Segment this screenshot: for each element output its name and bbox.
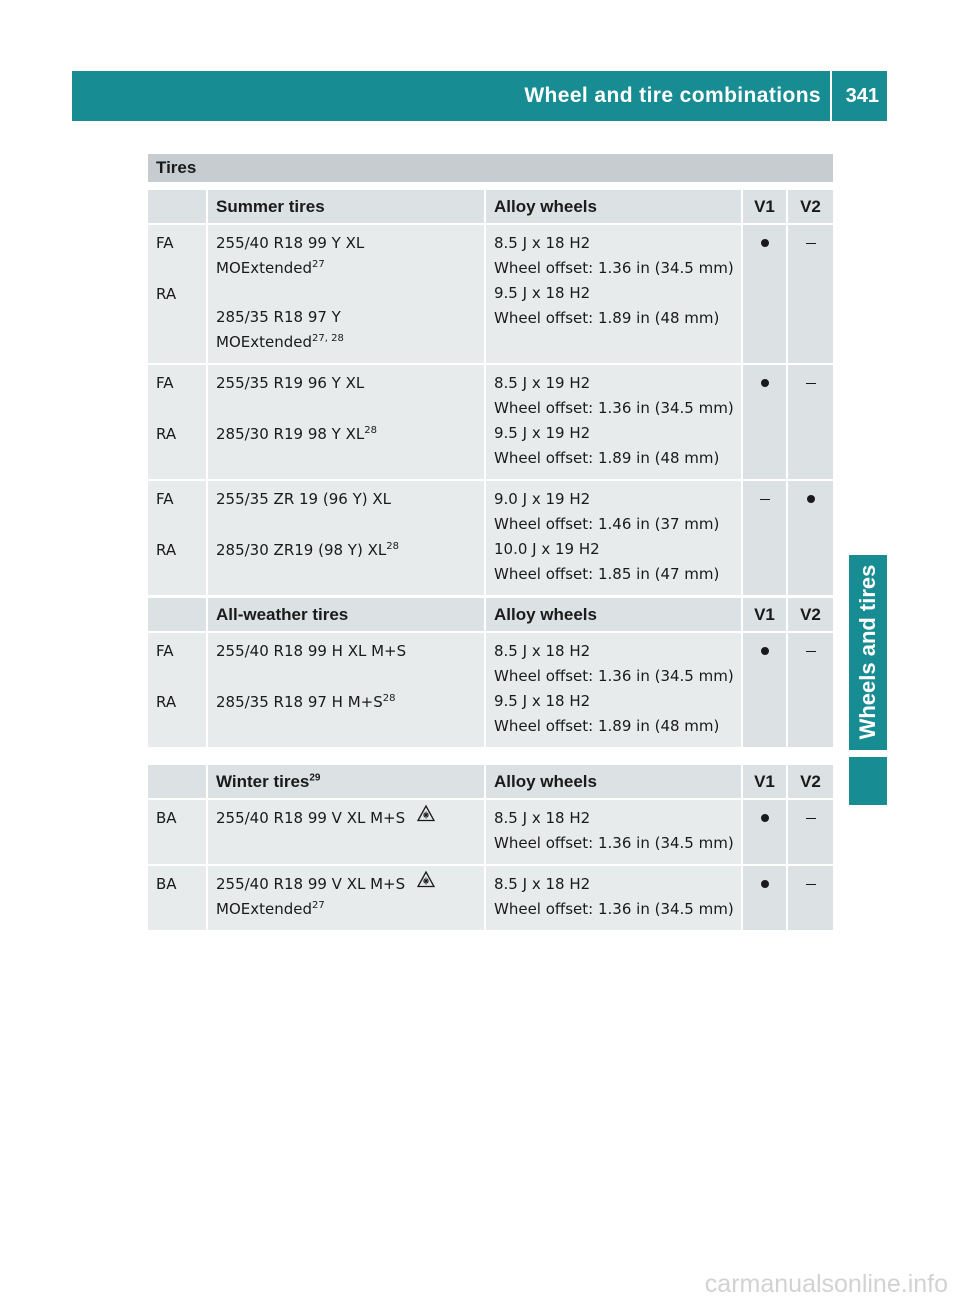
table-header-row	[148, 598, 833, 632]
wheel-rear-offset: Wheel offset: 1.89 in (48 mm)	[494, 449, 720, 467]
dash-icon	[760, 499, 770, 500]
header-title: Wheel and tire combinations	[524, 84, 821, 107]
filled-dot-icon	[807, 495, 815, 503]
tire-front: 255/40 R18 99 Y XL	[216, 234, 365, 252]
tire-cell	[207, 865, 485, 930]
table-row	[148, 632, 833, 747]
axle-cell	[148, 480, 207, 595]
side-tab-label: Wheels and tires	[855, 564, 880, 740]
footnote-ref: 27	[312, 900, 325, 911]
wheel-front: 8.5 J x 19 H2	[494, 374, 591, 392]
filled-dot-icon	[761, 814, 769, 822]
position-header	[148, 765, 207, 799]
tires-header: Summer tires	[207, 190, 485, 224]
wheel-rear: 9.5 J x 18 H2	[494, 284, 591, 302]
footnote-ref: 28	[386, 541, 399, 552]
wheel-front: 8.5 J x 18 H2	[494, 234, 591, 252]
section-title: Tires	[148, 154, 833, 182]
wheel-rear-offset: Wheel offset: 1.89 in (48 mm)	[494, 309, 720, 327]
tire-cell	[207, 799, 485, 865]
axle-cell	[148, 364, 207, 480]
tire-rear-note: MOExtended	[216, 333, 312, 351]
axle-front: FA	[156, 234, 174, 252]
wheel-all: 8.5 J x 18 H2	[494, 875, 591, 893]
tire-rear: 285/35 R18 97 Y	[216, 308, 341, 326]
wheel-front-offset: Wheel offset: 1.36 in (34.5 mm)	[494, 667, 734, 685]
table-row	[148, 364, 833, 480]
axle-cell	[148, 224, 207, 364]
position-header	[148, 598, 207, 632]
footnote-ref: 29	[309, 772, 321, 784]
filled-dot-icon	[761, 239, 769, 247]
watermark: carmanualsonline.info	[704, 1270, 948, 1298]
v2-header: V2	[787, 598, 833, 632]
axle-rear: RA	[156, 425, 177, 443]
v2-header: V2	[787, 190, 833, 224]
wheels-header: Alloy wheels	[485, 598, 742, 632]
tire-front: 255/35 ZR 19 (96 Y) XL	[216, 490, 391, 508]
tire-all-note: MOExtended	[216, 900, 312, 918]
wheel-cell	[485, 224, 742, 364]
table-row	[148, 865, 833, 930]
wheel-cell	[485, 865, 742, 930]
v1-header: V1	[742, 765, 787, 799]
wheel-cell	[485, 480, 742, 595]
filled-dot-icon	[761, 880, 769, 888]
dash-icon	[806, 383, 816, 384]
footnote-ref: 28	[382, 693, 396, 704]
v2-cell	[787, 480, 833, 595]
tire-cell	[207, 364, 485, 480]
table-header-row	[148, 190, 833, 224]
winter-tires-table	[148, 765, 833, 930]
v1-cell	[742, 799, 787, 865]
wheel-cell	[485, 632, 742, 747]
wheel-cell	[485, 799, 742, 865]
table-header-row	[148, 765, 833, 799]
axle-cell: BA	[148, 865, 207, 930]
wheel-front-offset: Wheel offset: 1.36 in (34.5 mm)	[494, 259, 734, 277]
tire-front-note: MOExtended	[216, 259, 312, 277]
wheel-rear: 9.5 J x 19 H2	[494, 424, 591, 442]
v2-cell	[787, 224, 833, 364]
wheel-front: 9.0 J x 19 H2	[494, 490, 591, 508]
v1-cell	[742, 632, 787, 747]
filled-dot-icon	[761, 379, 769, 387]
tire-cell	[207, 480, 485, 595]
dash-icon	[806, 243, 816, 244]
v2-cell	[787, 865, 833, 930]
tire-front: 255/35 R19 96 Y XL	[216, 374, 365, 392]
v1-header: V1	[742, 598, 787, 632]
v2-cell	[787, 632, 833, 747]
tire-rear: 285/30 R19 98 Y XL	[216, 425, 365, 443]
tires-header: All-weather tires	[207, 598, 485, 632]
tire-cell	[207, 632, 485, 747]
wheel-front-offset: Wheel offset: 1.46 in (37 mm)	[494, 515, 720, 533]
snowflake-mountain-icon	[417, 870, 435, 896]
footnote-ref: 27, 28	[312, 333, 344, 344]
summer-tires-table	[148, 190, 833, 595]
wheel-cell	[485, 364, 742, 480]
dash-icon	[806, 651, 816, 652]
side-tab-marker	[849, 757, 887, 805]
wheel-rear-offset: Wheel offset: 1.85 in (47 mm)	[494, 565, 720, 583]
page-header	[72, 71, 887, 121]
v1-cell	[742, 224, 787, 364]
tire-front: 255/40 R18 99 H XL M+S	[216, 642, 407, 660]
wheel-rear: 9.5 J x 18 H2	[494, 692, 591, 710]
table-row	[148, 224, 833, 364]
tires-header-label: Winter tires	[216, 772, 310, 791]
axle-front: FA	[156, 374, 174, 392]
wheel-front-offset: Wheel offset: 1.36 in (34.5 mm)	[494, 399, 734, 417]
footnote-ref: 28	[364, 425, 377, 436]
wheel-front: 8.5 J x 18 H2	[494, 642, 591, 660]
v1-cell	[742, 865, 787, 930]
wheel-all-offset: Wheel offset: 1.36 in (34.5 mm)	[494, 900, 734, 918]
table-row	[148, 480, 833, 595]
wheel-all-offset: Wheel offset: 1.36 in (34.5 mm)	[494, 834, 734, 852]
axle-rear: RA	[156, 541, 177, 559]
page-number: 341	[845, 85, 879, 107]
footnote-ref: 27	[312, 259, 325, 270]
axle-cell	[148, 632, 207, 747]
v2-cell	[787, 364, 833, 480]
allweather-tires-table	[148, 598, 833, 747]
tire-all: 255/40 R18 99 V XL M+S	[216, 875, 406, 893]
dash-icon	[806, 884, 816, 885]
v1-cell	[742, 364, 787, 480]
axle-cell: BA	[148, 799, 207, 865]
header-divider	[830, 71, 832, 121]
axle-rear: RA	[156, 285, 177, 303]
tire-cell	[207, 224, 485, 364]
snowflake-mountain-icon	[417, 804, 435, 830]
v2-cell	[787, 799, 833, 865]
v1-header: V1	[742, 190, 787, 224]
tire-all: 255/40 R18 99 V XL M+S	[216, 809, 406, 827]
wheel-rear: 10.0 J x 19 H2	[494, 540, 600, 558]
axle-front: FA	[156, 490, 174, 508]
wheel-all: 8.5 J x 18 H2	[494, 809, 591, 827]
wheel-rear-offset: Wheel offset: 1.89 in (48 mm)	[494, 717, 720, 735]
table-row	[148, 799, 833, 865]
wheels-header: Alloy wheels	[485, 190, 742, 224]
v2-header: V2	[787, 765, 833, 799]
filled-dot-icon	[761, 647, 769, 655]
v1-cell	[742, 480, 787, 595]
wheels-header: Alloy wheels	[485, 765, 742, 799]
tire-rear: 285/35 R18 97 H M+S	[216, 693, 383, 711]
position-header	[148, 190, 207, 224]
tires-header	[207, 765, 485, 799]
axle-rear: RA	[156, 693, 177, 711]
dash-icon	[806, 818, 816, 819]
axle-front: FA	[156, 642, 174, 660]
tire-rear: 285/30 ZR19 (98 Y) XL	[216, 541, 387, 559]
